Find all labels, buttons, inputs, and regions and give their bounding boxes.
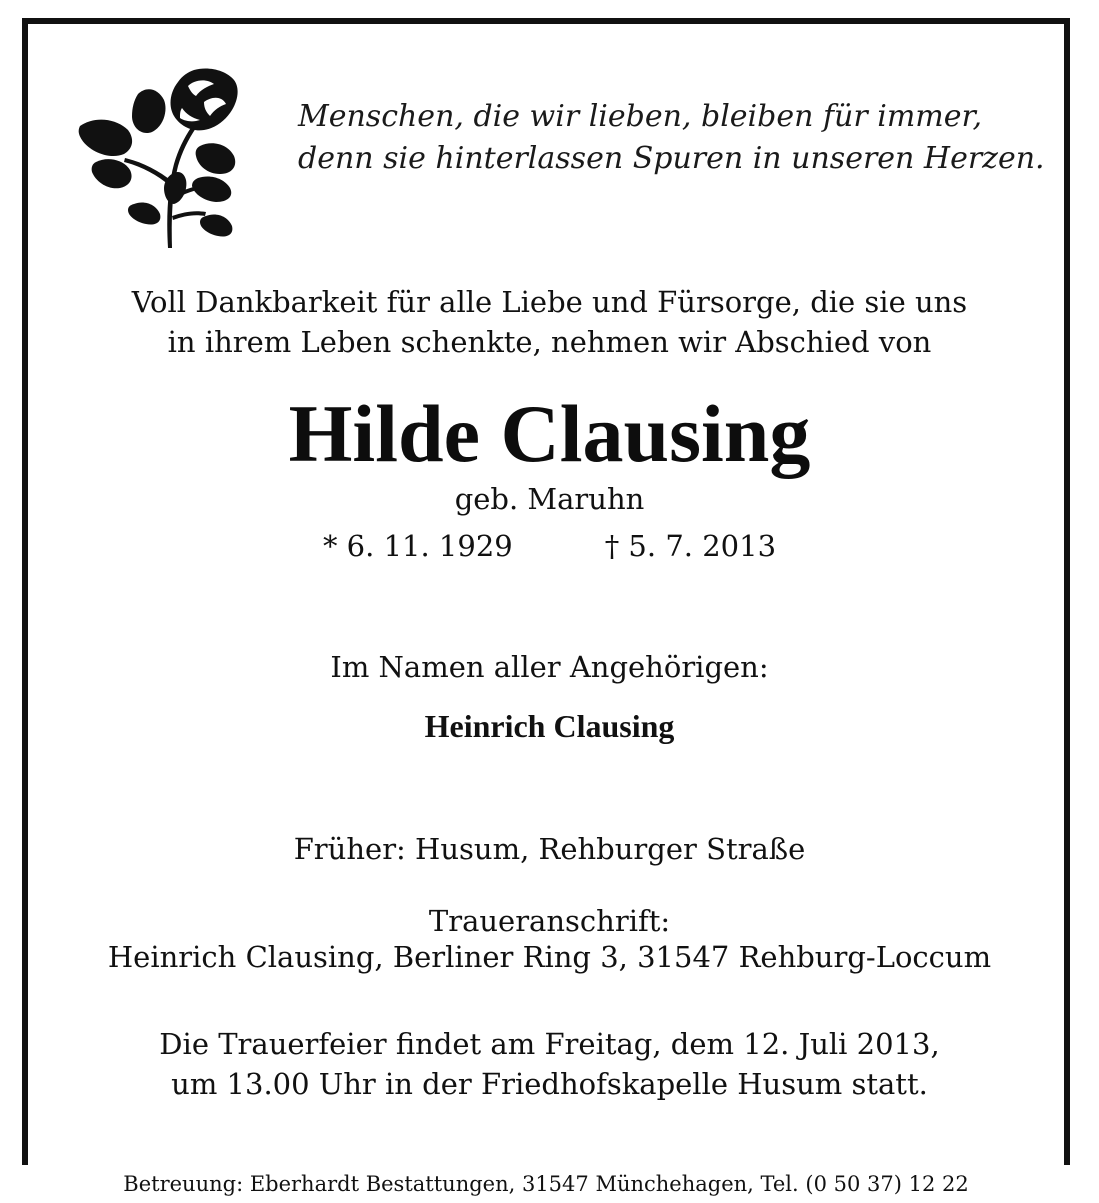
deceased-name: Hilde Clausing bbox=[288, 388, 811, 479]
rose-icon bbox=[76, 66, 246, 248]
intro-line-2: in ihrem Leben schenkte, nehmen wir Abschied von bbox=[167, 325, 932, 359]
behalf-label: Im Namen aller Angehörigen: bbox=[330, 650, 769, 684]
ceremony-line-1: Die Trauerfeier findet am Freitag, dem 12. Juli 2013, bbox=[159, 1027, 940, 1061]
signer-name: Heinrich Clausing bbox=[424, 708, 675, 744]
intro-text bbox=[28, 282, 1071, 362]
birth-date: * 6. 11. 1929 bbox=[322, 529, 513, 563]
motto-line-2: denn sie hinterlassen Spuren in unseren Herzen. bbox=[298, 141, 1045, 176]
maiden-name: geb. Maruhn bbox=[454, 482, 645, 516]
undertaker-footer: Betreuung: Eberhardt Bestattungen, 31547 Münchehagen, Tel. (0 50 37) 12 22 bbox=[22, 1165, 1070, 1200]
ceremony-info bbox=[28, 1024, 1071, 1104]
ceremony-line-2: um 13.00 Uhr in der Friedhofskapelle Husum statt. bbox=[171, 1067, 928, 1101]
intro-line-1: Voll Dankbarkeit für alle Liebe und Fürsorge, die sie uns bbox=[131, 285, 968, 319]
motto-line-1: Menschen, die wir lieben, bleiben für immer, bbox=[298, 99, 983, 134]
mourning-address-label: Traueranschrift: bbox=[428, 904, 671, 938]
motto-quote bbox=[298, 96, 1058, 180]
former-address: Früher: Husum, Rehburger Straße bbox=[293, 832, 806, 866]
mourning-address: Heinrich Clausing, Berliner Ring 3, 31547 Rehburg-Loccum bbox=[107, 940, 992, 974]
death-date: † 5. 7. 2013 bbox=[604, 529, 777, 563]
life-dates bbox=[28, 528, 1071, 564]
